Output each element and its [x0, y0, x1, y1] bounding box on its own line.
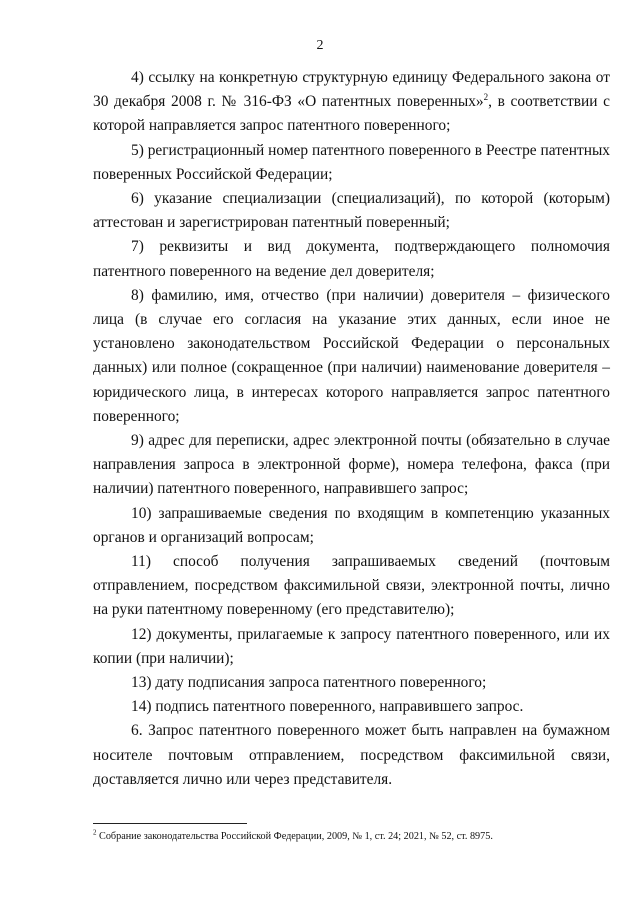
paragraph-item-11: 11) способ получения запрашиваемых сведений (почтовым отправлением, посредством факсимильной связи, электронной почты, лично на руки патентному поверенному (его представителю);	[93, 553, 610, 619]
footnote	[93, 830, 610, 843]
paragraph-item-4	[93, 66, 610, 139]
paragraph-item-5: 5) регистрационный номер патентного поверенного в Реестре патентных поверенных Российской Федерации;	[93, 141, 610, 183]
paragraph-item-13: 13) дату подписания запроса патентного поверенного;	[131, 674, 487, 692]
paragraph-clause-6: 6. Запрос патентного поверенного может быть направлен на бумажном носителе почтовым отправлением, посредством факсимильной связи, доставляется лично или через представителя.	[93, 722, 610, 788]
paragraph-text: 4) ссылку на конкретную структурную единицу Федерального закона от 30 декабря 2008 г. № 316-ФЗ «О патентных поверенных»	[93, 69, 610, 111]
paragraph-item-9: 9) адрес для переписки, адрес электронной почты (обязательно в случае направления запроса в электронной форме), номера телефона, факса (при наличии) патентного поверенного, направившего запрос;	[93, 432, 610, 498]
footnote-reference: 2	[483, 92, 489, 103]
footnote-marker: 2	[93, 828, 97, 837]
paragraph-item-7: 7) реквизиты и вид документа, подтверждающего полномочия патентного поверенного на ведение дел доверителя;	[93, 238, 610, 280]
paragraph-item-8: 8) фамилию, имя, отчество (при наличии) доверителя – физического лица (в случае его согласия на указание этих данных, если иное не установлено законодательством Российской Федерации о персональных данных) или полное (сокращенное (при наличии) наименование доверителя – юридического лица, в интересах которого направляется запрос патентного поверенного;	[93, 286, 610, 425]
page-number: 2	[316, 38, 324, 53]
footnote-divider	[93, 823, 247, 824]
document-body	[93, 66, 610, 792]
paragraph-item-12: 12) документы, прилагаемые к запросу патентного поверенного, или их копии (при наличии);	[93, 625, 610, 667]
paragraph-item-14: 14) подпись патентного поверенного, направившего запрос.	[131, 698, 524, 716]
paragraph-item-6: 6) указание специализации (специализаций), по которой (которым) аттестован и зарегистрирован патентный поверенный;	[93, 190, 610, 232]
paragraph-text: , в соответствии с которой направляется запрос патентного поверенного;	[93, 93, 610, 135]
footnote-text: Собрание законодательства Российской Федерации, 2009, № 1, ст. 24; 2021, № 52, ст. 8975.	[96, 831, 493, 842]
paragraph-item-10: 10) запрашиваемые сведения по входящим в компетенцию указанных органов и организаций вопросам;	[93, 504, 610, 546]
